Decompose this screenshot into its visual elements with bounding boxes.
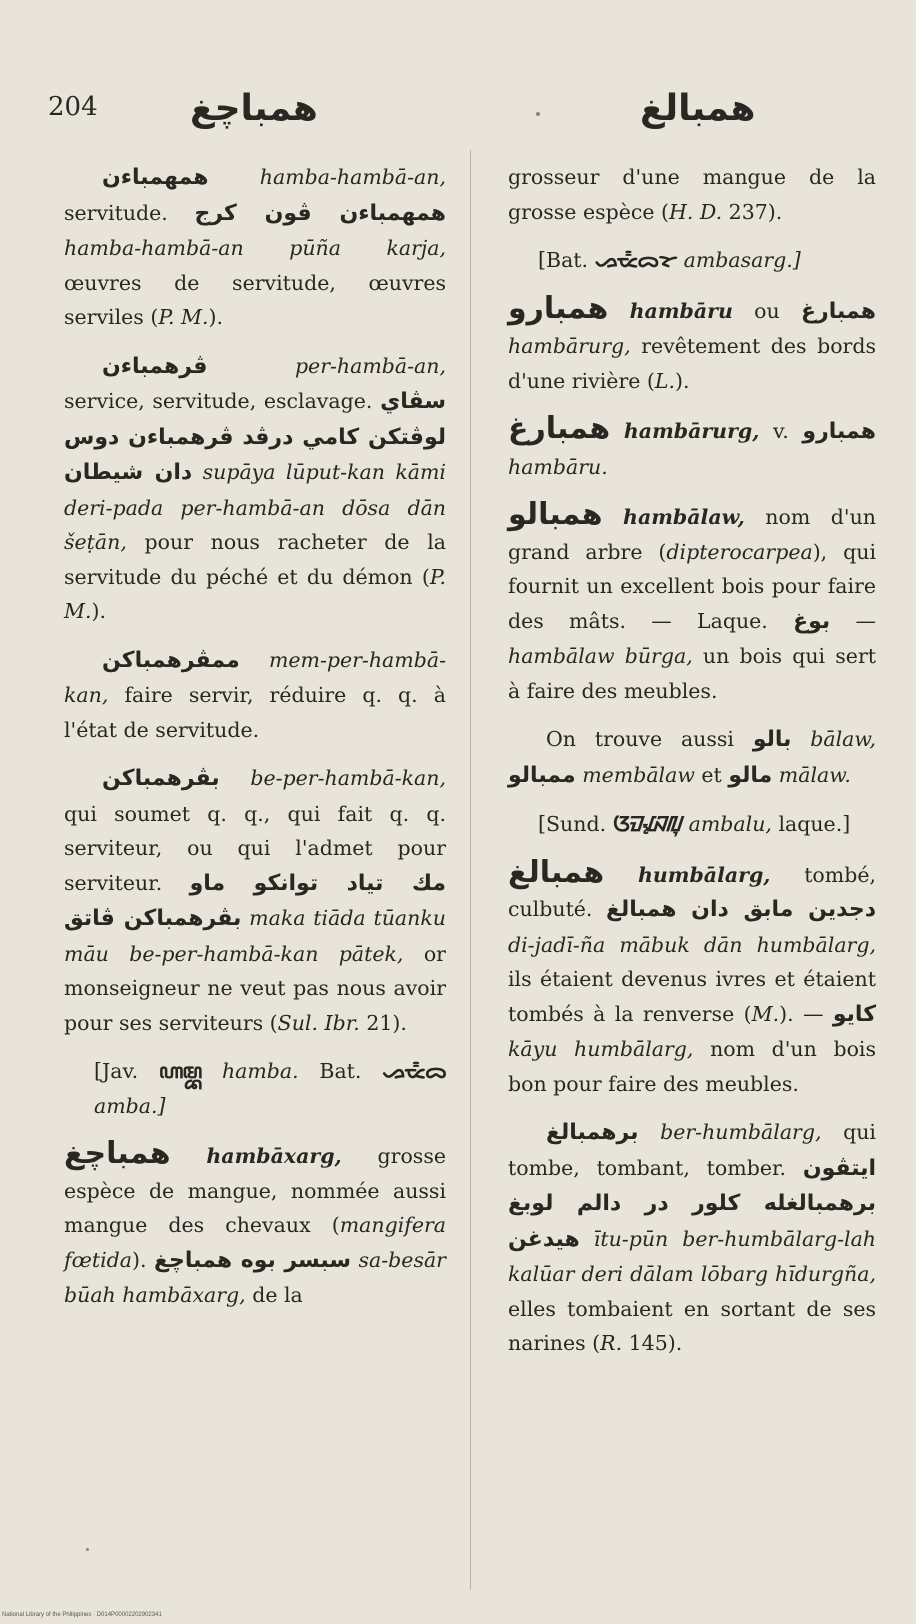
ink-speck (86, 1548, 89, 1551)
transliteration: kāyu humbālarg, (508, 1037, 694, 1061)
definition: On trouve aussi (546, 727, 734, 751)
sundanese-script: ᮃᮙ᮪ᮘᮜᮥ (612, 812, 683, 836)
source-abbrev: R. (600, 1331, 623, 1355)
arabic-phrase: ايتڤون (802, 1155, 876, 1181)
page-number: 204 (48, 92, 98, 122)
punctuation: ). (91, 599, 107, 623)
batak-script: ᯀᯔ᯦ᯅ (382, 1059, 446, 1083)
arabic-headword: همبالغ (508, 854, 605, 890)
punctuation: ). (675, 368, 690, 393)
transliteration: hambālaw būrga, (508, 644, 693, 668)
arabic-phrase: برهمبالغله كلور در دالم لوبغ هيدغن (508, 1191, 876, 1252)
entry-hambalaw (508, 498, 876, 708)
punctuation: ). (208, 305, 224, 329)
definition: ), qui fournit un excellent bois pour faire des mâts. — Laque. (508, 539, 877, 633)
headword-transliteration: humbālarg, (637, 862, 771, 887)
headword-transliteration: hambāxarg, (206, 1144, 342, 1168)
arabic-term: بڤرهمباكن (102, 766, 220, 791)
arabic-variant: همبارو (802, 419, 876, 444)
arabic-term: همهمباءن (102, 165, 209, 190)
definition: nom d'un grand arbre ( (508, 505, 876, 564)
definition: ils étaient devenus ivres et étaient tombés à la renverse ( (508, 967, 876, 1026)
language-label: [Bat. (538, 248, 589, 272)
right-column (508, 160, 876, 1375)
entry-per-hamba-an (64, 349, 446, 629)
entry-hambarurg (508, 412, 876, 484)
transliteration: ambalu, (688, 812, 772, 836)
transliteration: mem-per-hambā-kan, (64, 647, 446, 707)
arabic-phrase: دان شيطان (64, 460, 193, 485)
arabic-term: بوغ (793, 608, 831, 634)
arabic-variant: همبارغ (801, 298, 876, 324)
ink-speck (536, 112, 540, 116)
column-divider (470, 150, 471, 1590)
entry-continuation (508, 160, 876, 229)
arabic-phrase: سڤاي (380, 389, 446, 414)
punctuation: ). — (779, 1001, 824, 1026)
transliteration: ber-humbālarg, (660, 1120, 822, 1144)
arabic-term: بالو (752, 727, 792, 752)
etymology-note (508, 807, 876, 842)
punctuation: 237). (728, 199, 783, 224)
definition: servitude. (64, 200, 168, 225)
transliteration: supāya lūput-kan kāmi deri-pada per-hambā-an dōsa dān šeṭān, (64, 460, 446, 554)
javanese-script: ꦲꦩ꧀ꦧ (158, 1059, 202, 1083)
language-label: Bat. (319, 1059, 362, 1083)
transliteration: be-per-hambā-kan, (250, 766, 446, 790)
conjunction: ou (754, 298, 780, 323)
punctuation: 21). (366, 1010, 407, 1035)
arabic-phrase: بڤرهمباكن ڤاتق (64, 906, 242, 931)
left-column (64, 160, 446, 1327)
arabic-phrase: مك تياد توانكو ماو (189, 870, 446, 896)
arabic-phrase: دجدين مابق دان همبالغ (605, 897, 876, 922)
definition: tombé, culbuté. (508, 862, 876, 921)
transliteration: hamba. (221, 1059, 299, 1083)
arabic-term: ممڤرهمباكن (102, 647, 240, 673)
definition: or monseigneur ne veut pas nous avoir pour ses serviteurs ( (64, 941, 446, 1035)
headword-transliteration: hambāru (629, 298, 733, 323)
entry-hamba-hamba-an (64, 160, 446, 335)
arabic-phrase: همهمباءن ڤون كرج (194, 200, 446, 226)
arabic-term: مالو (728, 762, 773, 788)
punctuation: — (855, 608, 876, 633)
entry-humbalarg (508, 856, 876, 1102)
entry-variants-balaw (508, 722, 876, 793)
etymology-note (64, 1054, 446, 1123)
entry-ber-humbalarg (508, 1115, 876, 1361)
transliteration: hamba-hambā-an, (259, 165, 446, 189)
transliteration: ambasarg.] (683, 248, 801, 272)
headword-transliteration: hambālaw, (623, 505, 745, 529)
headword-transliteration: hambārurg, (623, 419, 760, 443)
entry-mem-per-hamba-kan (64, 643, 446, 748)
entry-hambaxarg (64, 1137, 446, 1313)
definition: qui tombe, tombant, tomber. (508, 1120, 876, 1180)
batak-script: ᯀᯔ᯦ᯅᯘ (594, 248, 678, 272)
arabic-headword: همبارو (508, 290, 609, 326)
definition: œuvres de servitude, œuvres serviles ( (64, 270, 446, 329)
transliteration: amba.] (94, 1093, 166, 1118)
transliteration: bālaw, (810, 727, 876, 751)
punctuation: 145). (628, 1331, 683, 1355)
source-abbrev: M. (751, 1001, 780, 1026)
source-abbrev: Sul. Ibr. (277, 1010, 360, 1035)
transliteration: maka tiāda tūanku māu be-per-hambā-kan pātek, (64, 906, 446, 966)
running-head-right: همبالغ (640, 88, 756, 129)
arabic-term: ڤرهمباءن (102, 353, 208, 379)
definition: revêtement des bords d'une rivière ( (508, 334, 876, 393)
punctuation: ). (132, 1247, 147, 1272)
definition: faire servir, réduire q. q. à l'état de servitude. (64, 683, 446, 742)
definition: service, servitude, esclavage. (64, 389, 373, 413)
arabic-term: ممبالو (508, 762, 576, 788)
definition: nom d'un bois bon pour faire des meubles. (508, 1037, 876, 1096)
transliteration: hambāru. (508, 454, 608, 479)
transliteration: hambārurg, (508, 334, 631, 358)
transliteration: hamba-hambā-an pūña karja, (64, 236, 446, 260)
source-abbrev: L. (654, 368, 676, 393)
transliteration: mālaw. (778, 762, 851, 787)
language-label: [Sund. (538, 812, 607, 836)
transliteration: ītu-pūn ber-humbālarg-lah kalūar deri dālam lōbarg hīdurgña, (508, 1226, 876, 1286)
definition: grosse espèce de mangue, nommée aussi mangue des chevaux ( (64, 1144, 446, 1237)
transliteration: per-hambā-an, (294, 353, 446, 378)
arabic-headword: همبارغ (508, 411, 611, 446)
arabic-headword: همبالو (508, 497, 603, 532)
arabic-headword: همباچغ (64, 1136, 171, 1171)
scan-credit: National Library of the Philippines · D014P00002202902341 (2, 1612, 162, 1618)
arabic-phrase: لوڤتكن كامي درڤد ڤرهمباءن دوس (64, 424, 446, 450)
arabic-term: كايو (832, 1001, 876, 1027)
latin-name: mangifera fœtida (64, 1213, 446, 1272)
cross-reference: v. (773, 419, 789, 443)
definition: de la (252, 1283, 303, 1307)
source-abbrev: P. M. (158, 305, 209, 329)
definition: un bois qui sert à faire des meubles. (508, 644, 876, 703)
source-abbrev: P. M. (64, 564, 446, 623)
transliteration: sa-besār būah hambāxarg, (64, 1247, 446, 1307)
transliteration: di-jadī-ña mābuk dān humbālarg, (508, 932, 876, 957)
entry-hambaru (508, 292, 876, 399)
running-head-left: همباچغ (190, 88, 318, 129)
definition: elles tombaient en sortant de ses narines ( (508, 1296, 876, 1355)
definition: laque.] (778, 812, 851, 836)
arabic-term: برهمبالغ (546, 1120, 639, 1145)
definition: grosseur d'une mangue de la grosse espèce ( (508, 165, 876, 224)
conjunction: et (701, 762, 722, 787)
definition: qui soumet q. q., qui fait q. q. serviteur, ou qui l'admet pour serviteur. (64, 801, 446, 895)
entry-be-per-hamba-kan (64, 761, 446, 1040)
transliteration: membālaw (582, 762, 695, 787)
latin-name: dipterocarpea (666, 539, 813, 564)
etymology-note (508, 243, 876, 278)
language-label: [Jav. (94, 1059, 139, 1083)
source-abbrev: H. D. (669, 199, 723, 224)
definition: pour nous racheter de la servitude du péché et du démon ( (64, 530, 446, 589)
arabic-phrase: سبسر بوه همباچغ (153, 1247, 352, 1273)
